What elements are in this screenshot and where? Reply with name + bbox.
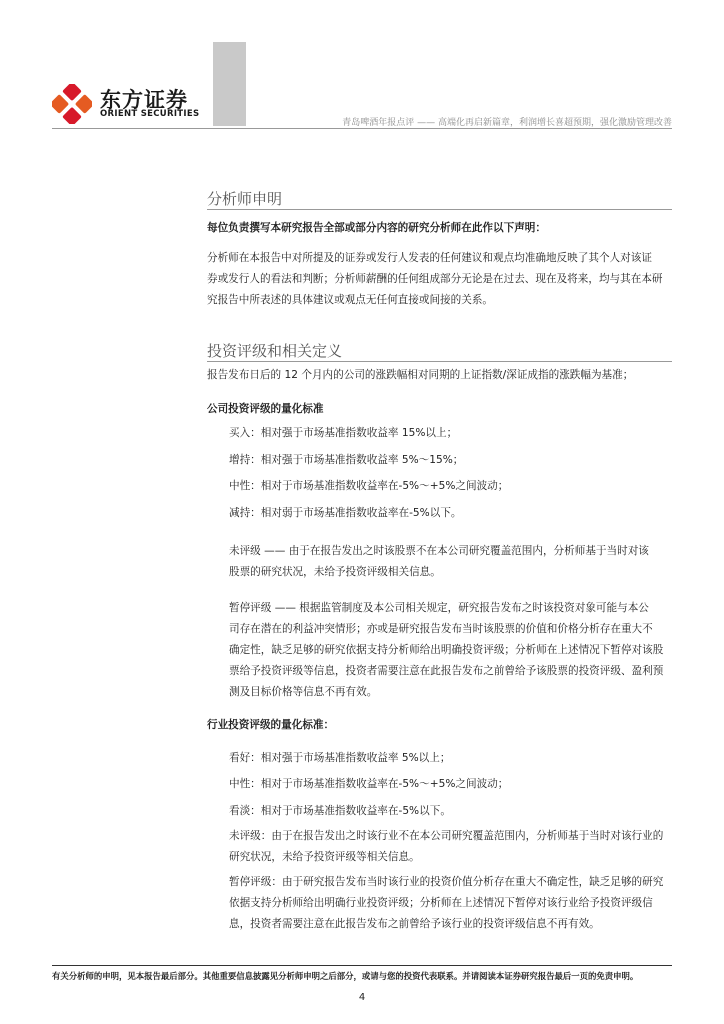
footer-divider — [52, 965, 672, 966]
analyst-statement-body — [207, 248, 672, 311]
section-divider — [207, 361, 672, 362]
rating-definitions-title: 投资评级和相关定义 — [207, 342, 343, 360]
industry-suspended-note — [229, 872, 672, 935]
note-line: 依据支持分析师给出明确行业投资评级；分析师在上述情况下暂停对该行业给予投资评级信 — [229, 897, 653, 909]
note-line: 股票的研究状况，未给予投资评级相关信息。 — [229, 566, 441, 578]
footer-disclaimer: 有关分析师的申明，见本报告最后部分。其他重要信息披露见分析师申明之后部分，或请与您的投资代表联系。并请阅读本证券研究报告最后一页的免责申明。 — [52, 971, 639, 981]
industry-rating-positive: 看好：相对强于市场基准指数收益率 5%以上； — [229, 752, 451, 764]
header-accent-bar — [213, 42, 246, 126]
company-rating-neutral: 中性：相对于市场基准指数收益率在-5%～+5%之间波动； — [229, 480, 509, 492]
company-suspended-note — [229, 598, 672, 703]
note-line: 研究状况，未给予投资评级等相关信息。 — [229, 851, 420, 863]
header-divider — [52, 128, 672, 129]
company-unrated-note — [229, 541, 672, 583]
analyst-statement-lead: 每位负责撰写本研究报告全部或部分内容的研究分析师在此作以下声明： — [207, 222, 546, 234]
section-divider — [207, 209, 672, 210]
brand-name-cn: 东方证券 — [100, 88, 188, 112]
company-rating-underweight: 减持：相对弱于市场基准指数收益率在-5%以下。 — [229, 507, 462, 519]
company-rating-heading: 公司投资评级的量化标准 — [207, 403, 324, 415]
industry-rating-negative: 看淡：相对于市场基准指数收益率在-5%以下。 — [229, 805, 451, 817]
orient-securities-logo-icon — [52, 84, 92, 124]
industry-rating-heading: 行业投资评级的量化标准： — [207, 719, 335, 731]
body-line: 究报告中所表述的具体建议或观点无任何直接或间接的关系。 — [207, 294, 494, 306]
note-line: 未评级 —— 由于在报告发出之时该股票不在本公司研究覆盖范围内，分析师基于当时对该 — [229, 545, 649, 557]
body-line: 券或发行人的看法和判断；分析师薪酬的任何组成部分无论是在过去、现在及将来，均与其在本研 — [207, 273, 663, 285]
rating-intro: 报告发布日后的 12 个月内的公司的涨跌幅相对同期的上证指数/深证成指的涨跌幅为基准； — [207, 369, 634, 381]
report-title: 青岛啤酒年报点评 —— 高端化再启新篇章，利润增长喜超预期，强化激励管理改善 — [342, 118, 672, 128]
note-line: 暂停评级 —— 根据监管制度及本公司相关规定，研究报告发布之时该投资对象可能与本公 — [229, 602, 649, 614]
note-line: 测及目标价格等信息不再有效。 — [229, 686, 378, 698]
industry-unrated-note — [229, 826, 672, 868]
page-number: 4 — [358, 992, 366, 1003]
analyst-statement-title: 分析师申明 — [207, 190, 283, 208]
note-line: 票给予投资评级等信息，投资者需要注意在此报告发布之前曾给予该股票的投资评级、盈利预 — [229, 665, 664, 677]
body-line: 分析师在本报告中对所提及的证券或发行人发表的任何建议和观点均准确地反映了其个人对该证 — [207, 252, 652, 264]
company-rating-buy: 买入：相对强于市场基准指数收益率 15%以上； — [229, 427, 458, 439]
brand-name-en: ORIENT SECURITIES — [100, 109, 200, 119]
company-rating-overweight: 增持：相对强于市场基准指数收益率 5%～15%； — [229, 454, 464, 466]
industry-rating-neutral: 中性：相对于市场基准指数收益率在-5%～+5%之间波动； — [229, 778, 509, 790]
note-line: 未评级：由于在报告发出之时该行业不在本公司研究覆盖范围内，分析师基于当时对该行业的 — [229, 830, 664, 842]
note-line: 确定性，缺乏足够的研究依据支持分析师给出明确投资评级；分析师在上述情况下暂停对该股 — [229, 644, 664, 656]
note-line: 息，投资者需要注意在此报告发布之前曾给予该行业的投资评级信息不再有效。 — [229, 918, 600, 930]
note-line: 司存在潜在的利益冲突情形；亦或是研究报告发布当时该股票的价值和价格分析存在重大不 — [229, 623, 653, 635]
note-line: 暂停评级：由于研究报告发布当时该行业的投资价值分析存在重大不确定性，缺乏足够的研究 — [229, 876, 664, 888]
